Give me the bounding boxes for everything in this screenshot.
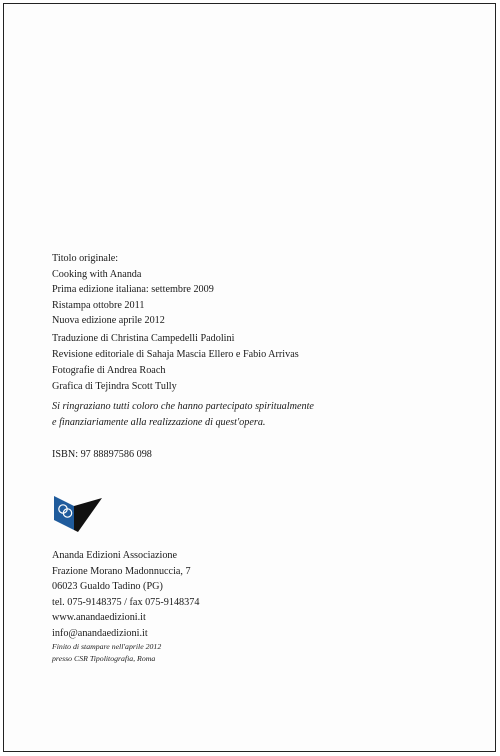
publisher-logo	[52, 492, 106, 534]
publisher-city: 06023 Gualdo Tadino (PG)	[52, 581, 163, 593]
credit-line: Titolo originale:	[52, 253, 119, 264]
publisher-address: Frazione Morano Madonnuccia, 7	[52, 565, 191, 577]
thanks-line: Si ringraziano tutti coloro che hanno partecipato spiritualmente	[52, 401, 314, 412]
printing-line: presso CSR Tipolitografia, Roma	[52, 653, 156, 663]
publisher-phone: tel. 075-9148375 / fax 075-9148374	[52, 596, 200, 608]
translation-block	[52, 331, 299, 362]
thanks-line: e finanziariamente alla realizzazione di quest'opera.	[52, 416, 266, 428]
credit-line: Prima edizione italiana: settembre 2009	[52, 284, 214, 296]
publisher-email: info@anandaedizioni.it	[52, 627, 148, 639]
credit-line: Cooking with Ananda	[52, 268, 142, 280]
credit-line: Nuova edizione aprile 2012	[52, 315, 165, 327]
copyright-page	[3, 3, 496, 752]
photo-credits-block	[52, 363, 177, 394]
credit-line: Traduzione di Christina Campedelli Padolini	[52, 333, 235, 344]
isbn-block	[52, 447, 152, 463]
thanks-block	[52, 399, 314, 430]
publisher-block	[52, 548, 199, 642]
printing-block	[52, 641, 161, 664]
publisher-name: Ananda Edizioni Associazione	[52, 550, 178, 561]
credit-line: Grafica di Tejindra Scott Tully	[52, 380, 177, 392]
logo-black-page	[74, 498, 102, 532]
isbn: ISBN: 97 88897586 098	[52, 449, 152, 460]
credit-line: Fotografie di Andrea Roach	[52, 365, 166, 376]
credit-line: Revisione editoriale di Sahaja Mascia Ellero e Fabio Arrivas	[52, 348, 299, 360]
original-title-block	[52, 251, 214, 329]
publisher-website: www.anandaedizioni.it	[52, 612, 146, 624]
printing-line: Finito di stampare nell'aprile 2012	[52, 642, 162, 651]
credit-line: Ristampa ottobre 2011	[52, 299, 145, 311]
